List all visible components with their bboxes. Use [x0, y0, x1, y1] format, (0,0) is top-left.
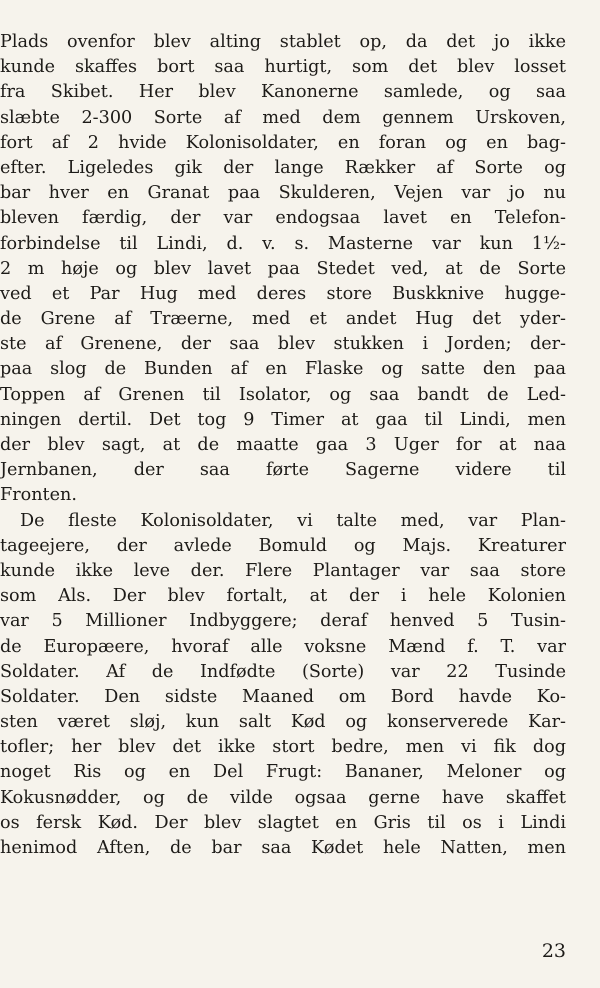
text-line: de Grene af Træerne, med et andet Hug det yder-: [0, 309, 566, 330]
text-line: som Als. Der blev fortalt, at der i hele Kolonien: [0, 586, 566, 607]
text-line: 2 m høje og blev lavet paa Stedet ved, at de Sorte: [0, 258, 566, 279]
text-line: slæbte 2-300 Sorte af med dem gennem Urskoven,: [0, 107, 566, 128]
page-number: 23: [541, 940, 566, 962]
text-line: Toppen af Grenen til Isolator, og saa bandt de Led-: [0, 384, 566, 405]
body-text: [0, 30, 566, 861]
text-line-paragraph-start: De fleste Kolonisoldater, vi talte med, var Plan-: [20, 510, 566, 531]
text-line: paa slog de Bunden af en Flaske og satte den paa: [0, 359, 566, 380]
text-line: ningen dertil. Det tog 9 Timer at gaa til Lindi, men: [0, 409, 566, 430]
text-line: henimod Aften, de bar saa Kødet hele Natten, men: [0, 838, 566, 858]
text-line: der blev sagt, at de maatte gaa 3 Uger for at naa: [0, 435, 566, 455]
text-line-paragraph-end: Fronten.: [0, 485, 77, 506]
text-line: fra Skibet. Her blev Kanonerne samlede, og saa: [0, 82, 566, 103]
text-line: forbindelse til Lindi, d. v. s. Masterne var kun 1½-: [0, 233, 566, 254]
text-line: ved et Par Hug med deres store Buskknive hugge-: [0, 283, 566, 304]
text-line: de Europæere, hvoraf alle voksne Mænd f. T. var: [0, 636, 566, 657]
text-line: tofler; her blev det ikke stort bedre, men vi fik dog: [0, 737, 566, 758]
text-line: kunde skaffes bort saa hurtigt, som det blev losset: [0, 57, 566, 78]
text-line: Kokusnødder, og de vilde ogsaa gerne have skaffet: [0, 787, 566, 808]
text-line: kunde ikke leve der. Flere Plantager var saa store: [0, 560, 566, 581]
text-line: fort af 2 hvide Kolonisoldater, en foran og en bag-: [0, 132, 566, 153]
text-line: os fersk Kød. Der blev slagtet en Gris til os i Lindi: [0, 812, 566, 833]
text-line: tageejere, der avlede Bomuld og Majs. Kreaturer: [0, 535, 566, 556]
text-line: sten været sløj, kun salt Kød og konserverede Kar-: [0, 712, 566, 733]
text-line: efter. Ligeledes gik der lange Rækker af Sorte og: [0, 157, 566, 178]
text-line: Soldater. Af de Indfødte (Sorte) var 22 Tusinde: [0, 661, 566, 682]
text-line: Soldater. Den sidste Maaned om Bord havde Ko-: [0, 686, 566, 707]
text-line: Plads ovenfor blev alting stablet op, da det jo ikke: [0, 32, 566, 52]
text-line: noget Ris og en Del Frugt: Bananer, Meloner og: [0, 762, 566, 783]
text-line: var 5 Millioner Indbyggere; deraf henved 5 Tusin-: [0, 611, 566, 632]
text-line: ste af Grenene, der saa blev stukken i Jorden; der-: [0, 334, 566, 355]
text-line: bleven færdig, der var endogsaa lavet en Telefon-: [0, 208, 566, 229]
text-line: Jernbanen, der saa førte Sagerne videre til: [0, 460, 566, 481]
text-line: bar hver en Granat paa Skulderen, Vejen var jo nu: [0, 183, 566, 204]
